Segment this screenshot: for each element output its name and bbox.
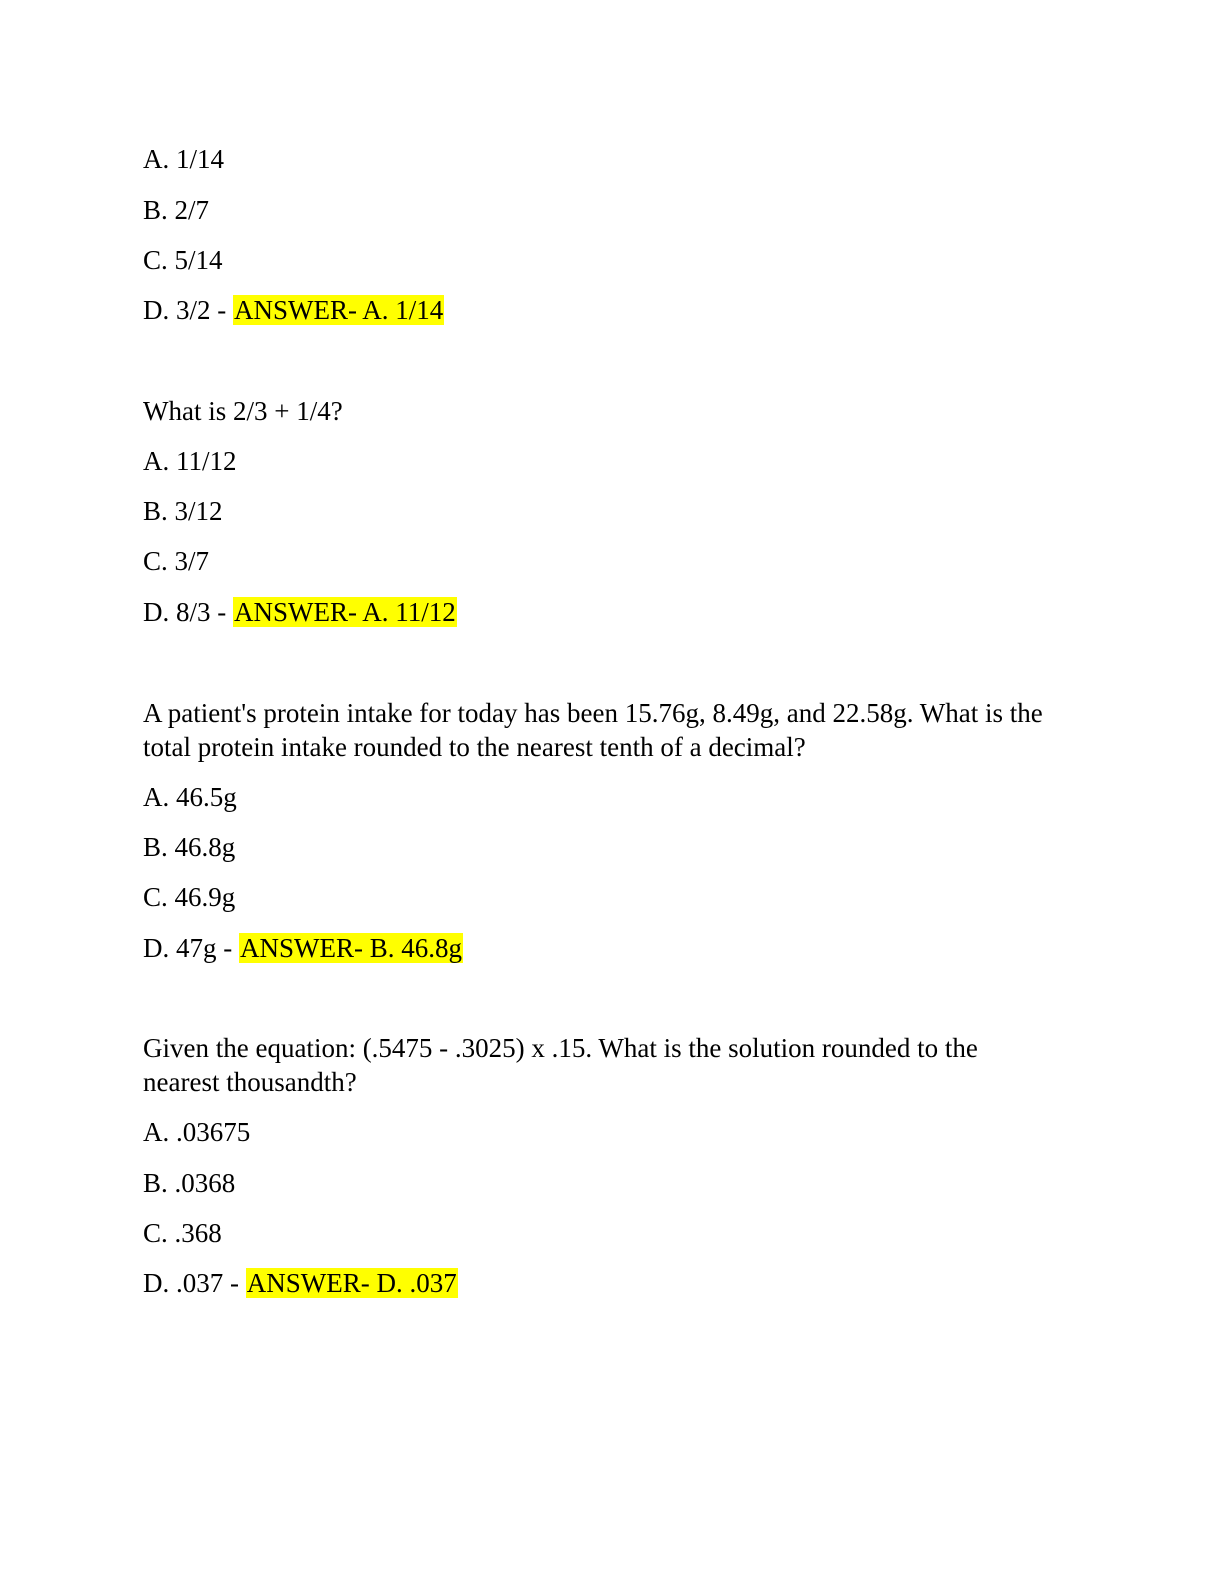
- option-c: C. 5/14: [143, 245, 223, 275]
- option-b: B. .0368: [143, 1168, 236, 1198]
- option-a: A. 11/12: [143, 446, 237, 476]
- option-a: A. .03675: [143, 1117, 251, 1147]
- option-d-text: D. 47g -: [143, 933, 239, 963]
- question-stem: total protein intake rounded to the nearest tenth of a decimal?: [143, 732, 806, 762]
- question-stem: Given the equation: (.5475 - .3025) x .15. What is the solution rounded to the: [143, 1033, 978, 1063]
- answer-highlight: ANSWER- D. .037: [246, 1268, 457, 1298]
- option-c: C. 46.9g: [143, 882, 236, 912]
- option-d: [143, 595, 457, 629]
- option-d: [143, 931, 463, 965]
- question-stem: nearest thousandth?: [143, 1067, 357, 1097]
- answer-highlight: ANSWER- A. 1/14: [234, 295, 444, 325]
- option-d-text: D. .037 -: [143, 1268, 246, 1298]
- option-d-text: D. 8/3 -: [143, 597, 233, 627]
- answer-highlight: ANSWER- B. 46.8g: [240, 933, 462, 963]
- option-c: C. 3/7: [143, 546, 210, 576]
- question-stem: What is 2/3 + 1/4?: [143, 396, 343, 426]
- option-a: A. 46.5g: [143, 782, 237, 812]
- option-b: B. 3/12: [143, 496, 223, 526]
- answer-highlight: ANSWER- A. 11/12: [234, 597, 456, 627]
- option-c: C. .368: [143, 1218, 222, 1248]
- question-stem: A patient's protein intake for today has been 15.76g, 8.49g, and 22.58g. What is the: [143, 698, 1043, 728]
- option-a: A. 1/14: [143, 144, 224, 174]
- option-b: B. 2/7: [143, 195, 210, 225]
- option-d: [143, 1266, 458, 1300]
- option-b: B. 46.8g: [143, 832, 236, 862]
- option-d-text: D. 3/2 -: [143, 295, 233, 325]
- option-d: [143, 293, 444, 327]
